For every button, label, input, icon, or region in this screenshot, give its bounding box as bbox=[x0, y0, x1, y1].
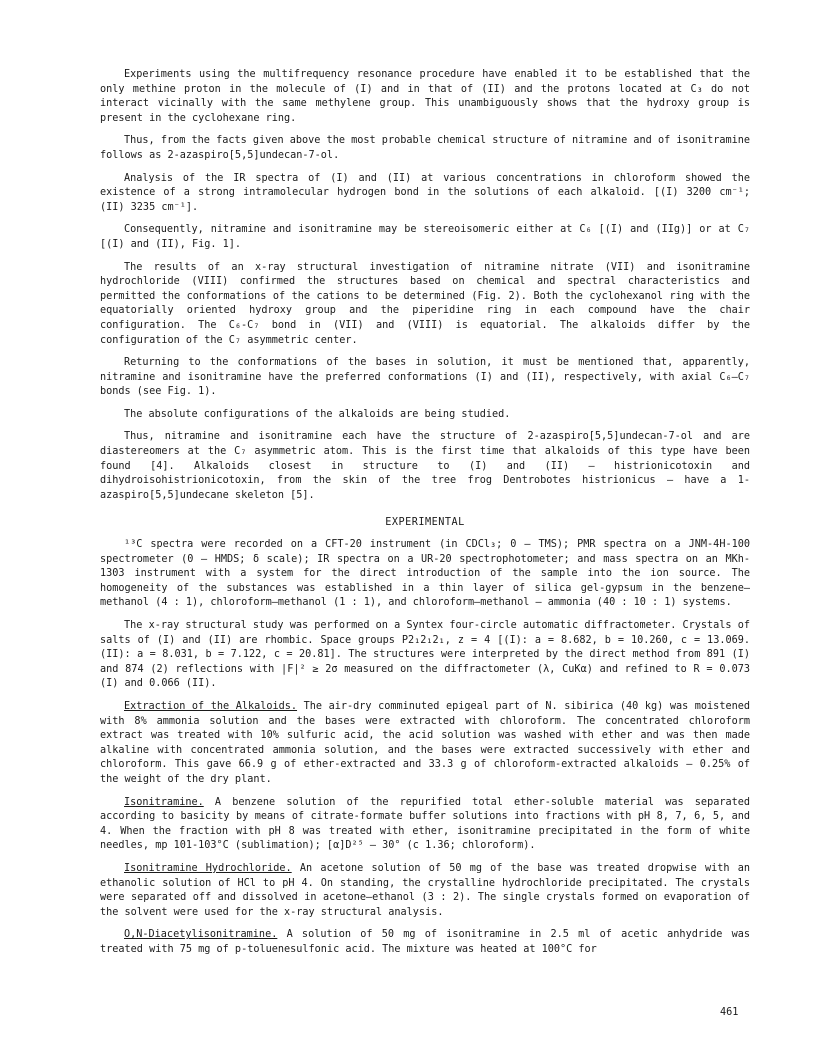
runin-heading: Isonitramine Hydrochloride. bbox=[124, 862, 292, 874]
paragraph: Analysis of the IR spectra of (I) and (II) at various concentrations in chloroform showed the existence of a strong intramolecular hydrogen bond in the solutions of each alkaloid. [(I) 3200 cm⁻¹; (II) 3235 cm⁻¹]. bbox=[100, 172, 750, 213]
paragraph: The absolute configurations of the alkaloids are being studied. bbox=[124, 408, 511, 420]
runin-text: An acetone solution of 50 mg of the base was treated dropwise with an ethanolic solution of HCl to pH 4. On standing, the crystalline hydrochloride precipitated. The crystals were separated off and dissolved in acetone—ethanol (3 : 2). The single crystals formed on evaporation of the solvent were used for the x-ray structural analysis. bbox=[100, 862, 750, 918]
runin-section bbox=[100, 700, 750, 788]
runin-heading: O,N-Diacetylisonitramine. bbox=[124, 929, 278, 941]
paragraph: Experiments using the multifrequency resonance procedure have enabled it to be established that the only methine proton in the molecule of (I) and in that of (II) and the protons located at C₃ do not interact vicinally with the same methylene group. This unambiguously shows that the hydroxy group is present in the cyclohexane ring. bbox=[100, 69, 750, 124]
paragraph: Consequently, nitramine and isonitramine may be stereoisomeric either at C₆ [(I) and (IIg)] or at C₇ [(I) and (II), Fig. 1]. bbox=[100, 224, 750, 250]
runin-heading: Isonitramine. bbox=[124, 796, 204, 808]
paragraph: The results of an x-ray structural investigation of nitramine nitrate (VII) and isonitramine hydrochloride (VIII) confirmed the structures based on chemical and spectral characteristics and permitted the conformations of the cations to be determined (Fig. 2). Both the cyclohexanol ring with the equatorially oriented hydroxy group and the piperidine ring in each compound have the chair configuration. The C₆-C₇ bond in (VII) and (VIII) is equatorial. The alkaloids differ by the configuration of the C₇ asymmetric center. bbox=[100, 261, 750, 346]
page-body bbox=[100, 68, 750, 965]
runin-text: A solution of 50 mg of isonitramine in 2.5 ml of acetic anhydride was treated with 75 mg of p-toluenesulfonic acid. The mixture was heated at 100°C for bbox=[100, 929, 750, 955]
runin-text: The air-dry comminuted epigeal part of N. sibirica (40 kg) was moistened with 8% ammonia solution and the bases were extracted with chloroform. The concentrated chloroform extract was treated with 10% sulfuric acid, the acid solution was washed with ether and was then made alkaline with concentrated ammonia solution, and the bases were extracted successively with ether and chloroform. This gave 66.9 g of ether-extracted and 33.3 g of chloroform-extracted alkaloids — 0.25% of the weight of the dry plant. bbox=[100, 700, 750, 785]
section-heading-experimental: EXPERIMENTAL bbox=[385, 517, 465, 529]
paragraph: ¹³C spectra were recorded on a CFT-20 instrument (in CDCl₃; 0 — TMS); PMR spectra on a JNM-4H-100 spectrometer (0 — HMDS; δ scale); IR spectra on a UR-20 spectrophotometer; and mass spectra on an MKh-1303 instrument with a system for the direct introduction of the sample into the ion source. The homogeneity of the substances was established in a thin layer of silica gel-gypsum in the benzene—methanol (4 : 1), chloroform—methanol (1 : 1), and chloroform—methanol — ammonia (40 : 10 : 1) systems. bbox=[100, 539, 750, 609]
paragraph: Thus, from the facts given above the most probable chemical structure of nitramine and of isonitramine follows as 2-azaspiro[5,5]undecan-7-ol. bbox=[100, 135, 750, 161]
runin-section bbox=[100, 928, 750, 957]
paragraph: The x-ray structural study was performed on a Syntex four-circle automatic diffractometer. Crystals of salts of (I) and (II) are rhombic. Space groups P2₁2₁2₁, z = 4 [(I): a = 8.682, b = 10.260, c = 13.069. (II): a = 8.031, b = 7.122, c = 20.81]. The structures were interpreted by the direct method from 891 (I) and 874 (2) reflections with |F|² ≥ 2σ measured on the diffractometer (λ, CuKα) and refined to R = 0.073 (I) and 0.066 (II). bbox=[100, 620, 750, 690]
runin-section bbox=[100, 796, 750, 854]
page-number: 461 bbox=[720, 1007, 739, 1018]
runin-section bbox=[100, 862, 750, 920]
runin-heading: Extraction of the Alkaloids. bbox=[124, 700, 298, 712]
paragraph: Returning to the conformations of the bases in solution, it must be mentioned that, apparently, nitramine and isonitramine have the preferred conformations (I) and (II), respectively, with axial C₆–C₇ bonds (see Fig. 1). bbox=[100, 357, 750, 398]
runin-text: A benzene solution of the repurified total ether-soluble material was separated according to basicity by means of citrate-formate buffer solutions into fractions with pH 8, 7, 6, 5, and 4. When the fraction with pH 8 was treated with ether, isonitramine precipitated in the form of white needles, mp 101-103°C (sublimation); [α]D²⁵ — 30° (c 1.36; chloroform). bbox=[100, 796, 750, 852]
paragraph: Thus, nitramine and isonitramine each have the structure of 2-azaspiro[5,5]undecan-7-ol and are diastereomers at the C₇ asymmetric atom. This is the first time that alkaloids of this type have been found [4]. Alkaloids closest in structure to (I) and (II) — histrionicotoxin and dihydroisohistrionicotoxin, from the skin of the tree frog Dentrobotes histrionicus — have a 1-azaspiro[5,5]undecane skeleton [5]. bbox=[100, 431, 750, 501]
